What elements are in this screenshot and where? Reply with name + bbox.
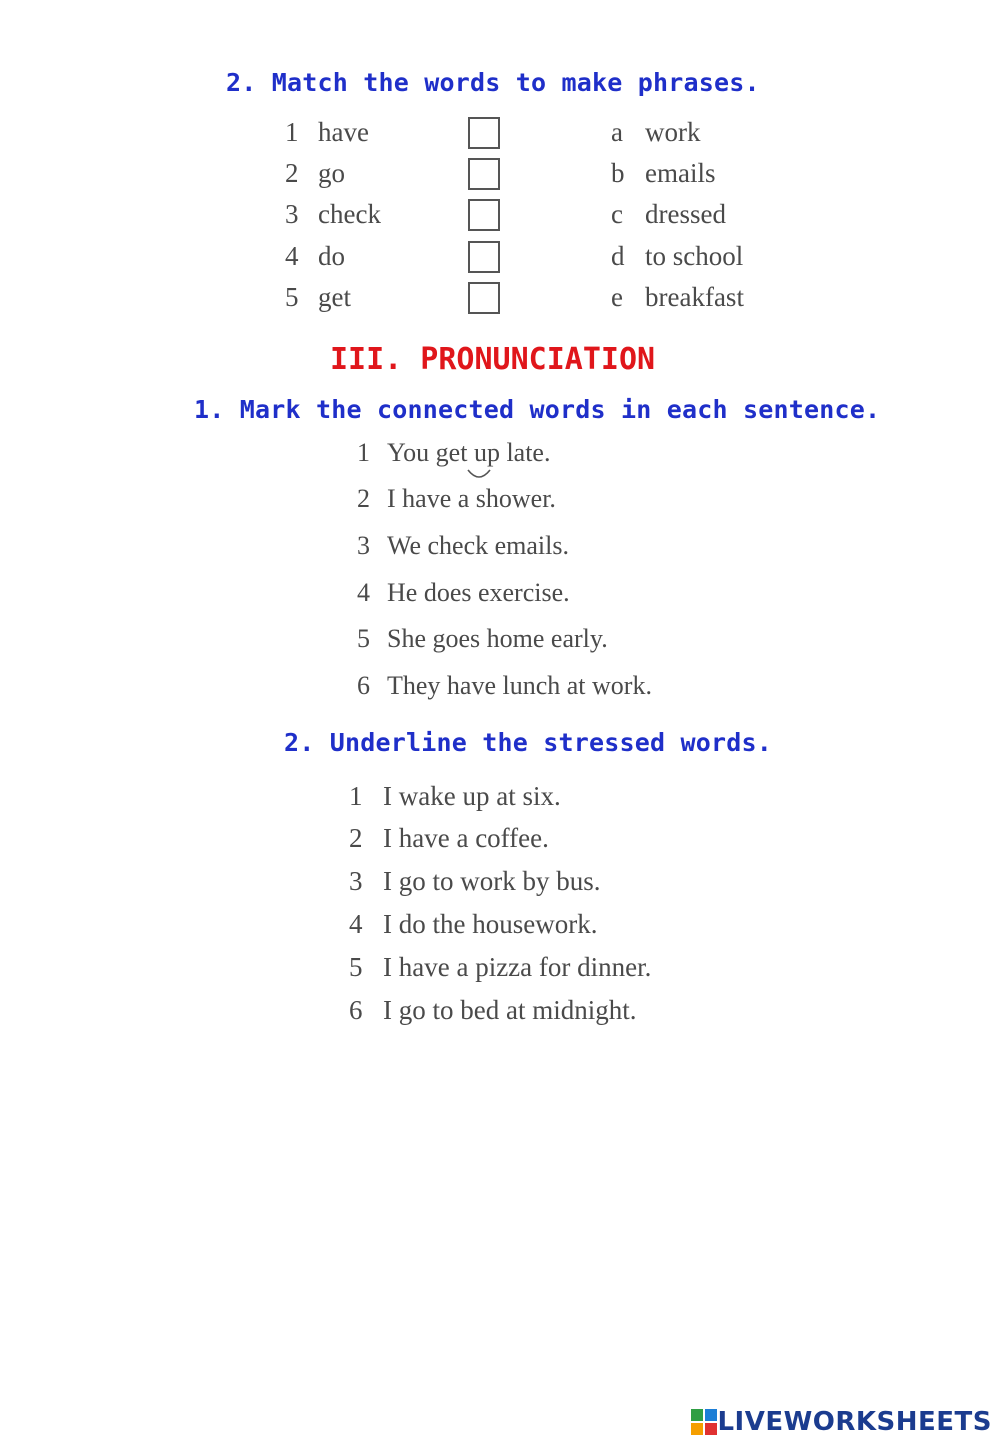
sentence-text: I do the housework. (383, 909, 598, 939)
match-letter: c (611, 199, 623, 229)
sentence-number: 1 (349, 781, 363, 811)
sentence-number: 5 (349, 952, 363, 982)
connected-heading: 1. Mark the connected words in each sentence. (194, 395, 881, 424)
match-number: 5 (285, 282, 299, 312)
sentence-text: He does exercise. (387, 578, 570, 607)
sentence-text: You get up late. (387, 438, 551, 467)
sentence-number: 4 (349, 909, 363, 939)
sentence-text: I have a shower. (387, 484, 556, 513)
sentence-text: We check emails. (387, 531, 569, 560)
sentence-item[interactable] (349, 823, 549, 854)
answer-box[interactable] (468, 158, 500, 190)
sentence-item[interactable] (349, 952, 651, 983)
sentence-text: I go to work by bus. (383, 866, 601, 896)
answer-box[interactable] (468, 282, 500, 314)
liveworksheets-logo[interactable] (691, 1404, 992, 1440)
sentence-number: 3 (357, 531, 370, 560)
sentence-item[interactable] (357, 531, 569, 561)
match-word: do (318, 241, 345, 271)
answer-box[interactable] (468, 241, 500, 273)
match-letter: a (611, 117, 623, 147)
match-option: breakfast (645, 282, 744, 312)
match-letter: d (611, 241, 625, 271)
sentence-number: 2 (349, 823, 363, 853)
sentence-text: I have a pizza for dinner. (383, 952, 652, 982)
sentence-item[interactable] (349, 781, 561, 812)
match-number: 4 (285, 241, 299, 271)
sentence-text: She goes home early. (387, 624, 608, 653)
sentence-item[interactable] (349, 995, 636, 1026)
answer-box[interactable] (468, 117, 500, 149)
sentence-text: They have lunch at work. (387, 671, 652, 700)
section-title: III. PRONUNCIATION (330, 342, 656, 377)
link-arc-icon (466, 468, 492, 482)
sentence-item[interactable] (357, 624, 608, 654)
match-letter: e (611, 282, 623, 312)
sentence-number: 4 (357, 578, 370, 607)
sentence-text: I go to bed at midnight. (383, 995, 637, 1025)
liveworksheets-logo-icon (691, 1409, 717, 1435)
stressed-heading: 2. Underline the stressed words. (284, 728, 773, 757)
sentence-item[interactable] (349, 909, 597, 940)
match-number: 2 (285, 158, 299, 188)
match-word: get (318, 282, 351, 312)
sentence-item[interactable] (357, 484, 556, 514)
sentence-text: I wake up at six. (383, 781, 561, 811)
sentence-number: 2 (357, 484, 370, 513)
answer-box[interactable] (468, 199, 500, 231)
sentence-number: 6 (349, 995, 363, 1025)
sentence-item[interactable] (357, 578, 570, 608)
sentence-number: 3 (349, 866, 363, 896)
match-word: go (318, 158, 345, 188)
match-word: have (318, 117, 369, 147)
match-number: 1 (285, 117, 299, 147)
sentence-item[interactable] (357, 671, 652, 701)
sentence-item[interactable] (357, 438, 550, 468)
sentence-item[interactable] (349, 866, 601, 897)
logo-text: LIVEWORKSHEETS (717, 1407, 992, 1437)
sentence-number: 6 (357, 671, 370, 700)
match-option: emails (645, 158, 716, 188)
sentence-text: I have a coffee. (383, 823, 549, 853)
match-letter: b (611, 158, 625, 188)
match-number: 3 (285, 199, 299, 229)
match-heading: 2. Match the words to make phrases. (226, 68, 760, 97)
match-option: to school (645, 241, 744, 271)
match-option: work (645, 117, 701, 147)
sentence-number: 5 (357, 624, 370, 653)
match-option: dressed (645, 199, 726, 229)
sentence-number: 1 (357, 438, 370, 467)
match-word: check (318, 199, 381, 229)
